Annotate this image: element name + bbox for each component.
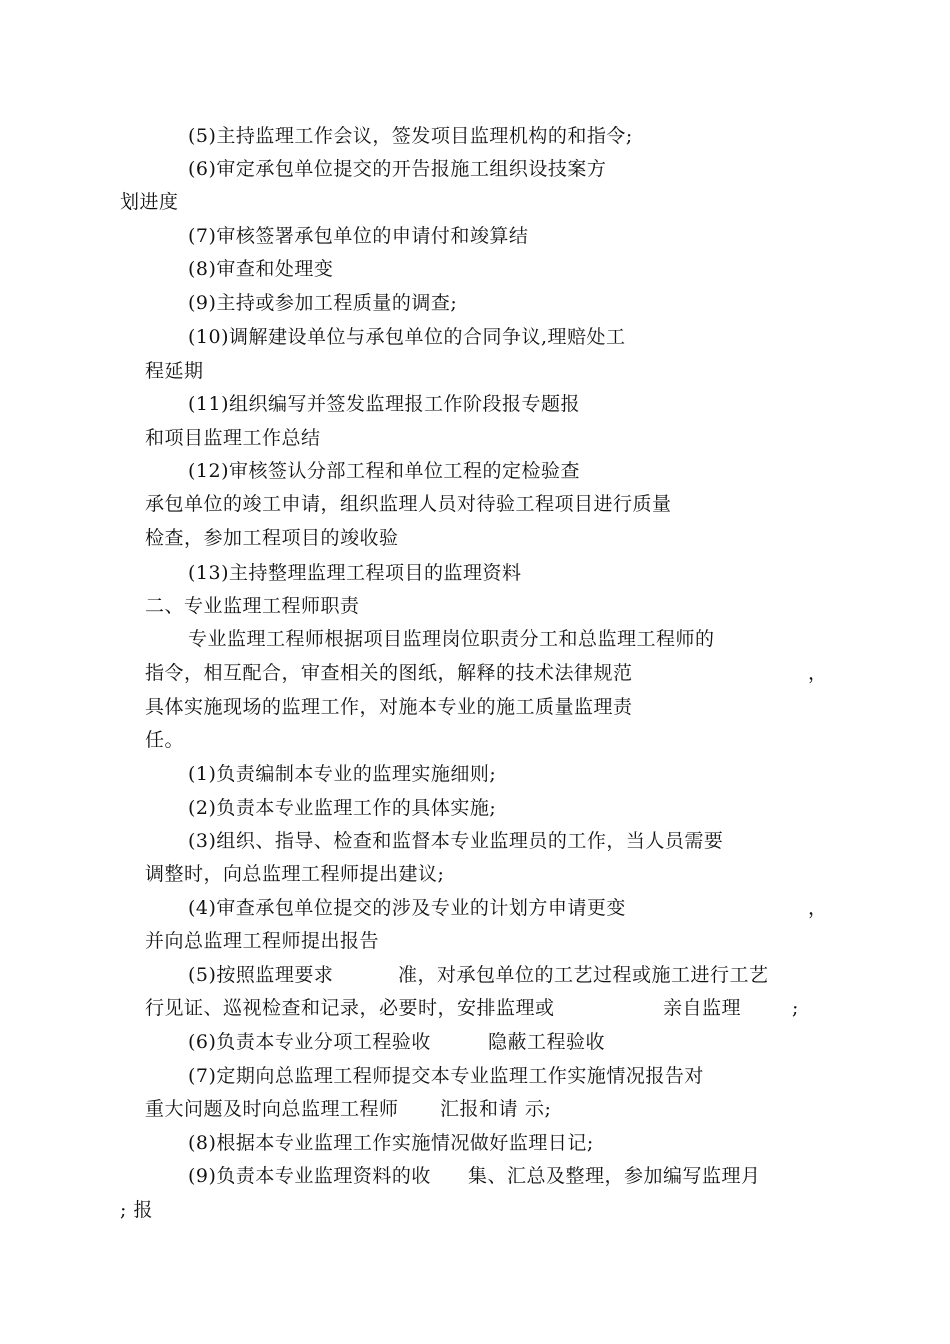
- text-line: (12)审核签认分部工程和单位工程的定检验查: [188, 460, 581, 482]
- text-line: (6)负责本专业分项工程验收: [188, 1031, 431, 1053]
- text-line: (3)组织、指导、检查和监督本专业监理员的工作，当人员需要: [188, 830, 724, 852]
- text-line: 指令，相互配合，审查相关的图纸，解释的技术法律规范: [145, 662, 633, 684]
- text-line: 集、汇总及整理，参加编写监理月: [468, 1165, 761, 1187]
- text-line: 专业监理工程师根据项目监理岗位职责分工和总监理工程师的: [188, 628, 715, 650]
- text-line: (1)负责编制本专业的监理实施细则;: [188, 763, 497, 785]
- text-line: (7)定期向总监理工程师提交本专业监理工作实施情况报告对: [188, 1065, 704, 1087]
- text-line: (10)调解建设单位与承包单位的合同争议,理赔处工: [188, 326, 626, 348]
- text-line: 具体实施现场的监理工作，对施本专业的施工质量监理责: [145, 696, 633, 718]
- text-line: (5)主持监理工作会议，签发项目监理机构的和指令;: [188, 125, 633, 147]
- text-line: 程延期: [145, 360, 204, 382]
- text-line: ，: [808, 897, 828, 919]
- text-line: (11)组织编写并签发监理报工作阶段报专题报: [188, 393, 581, 415]
- text-line: ;: [792, 997, 799, 1019]
- text-line: ，: [808, 662, 828, 684]
- text-line: 和项目监理工作总结: [145, 427, 321, 449]
- text-line: 任。: [145, 729, 185, 751]
- text-line: 重大问题及时向总监理工程师: [145, 1098, 399, 1120]
- text-line: 调整时，向总监理工程师提出建议;: [145, 863, 445, 885]
- text-line: (9)负责本专业监理资料的收: [188, 1165, 431, 1187]
- text-line: (5)按照监理要求: [188, 964, 334, 986]
- text-line: 汇报和请: [440, 1098, 519, 1120]
- text-line: 检查，参加工程项目的竣收验: [145, 527, 399, 549]
- text-line: 准，对承包单位的工艺过程或施工进行工艺: [398, 964, 769, 986]
- text-line: ; 报: [120, 1199, 153, 1221]
- text-line: (2)负责本专业监理工作的具体实施;: [188, 797, 497, 819]
- text-line: 承包单位的竣工申请，组织监理人员对待验工程项目进行质量: [145, 493, 672, 515]
- text-line: 并向总监理工程师提出报告: [145, 930, 380, 952]
- text-line: (9)主持或参加工程质量的调查;: [188, 292, 458, 314]
- text-line: 隐蔽工程验收: [488, 1031, 606, 1053]
- text-line: (8)根据本专业监理工作实施情况做好监理日记;: [188, 1132, 594, 1154]
- text-line: (4)审查承包单位提交的涉及专业的计划方申请更变: [188, 897, 626, 919]
- text-line: 划进度: [120, 191, 179, 213]
- text-line: 亲自监理: [663, 997, 742, 1019]
- text-line: 行见证、巡视检查和记录，必要时，安排监理或: [145, 997, 555, 1019]
- text-line: (13)主持整理监理工程项目的监理资料: [188, 562, 522, 584]
- text-line: 示;: [525, 1098, 552, 1120]
- text-line: (7)审核签署承包单位的申请付和竣算结: [188, 225, 529, 247]
- section-heading: 二、专业监理工程师职责: [145, 595, 360, 617]
- text-line: (8)审查和处理变: [188, 258, 334, 280]
- text-line: (6)审定承包单位提交的开告报施工组织设技案方: [188, 158, 607, 180]
